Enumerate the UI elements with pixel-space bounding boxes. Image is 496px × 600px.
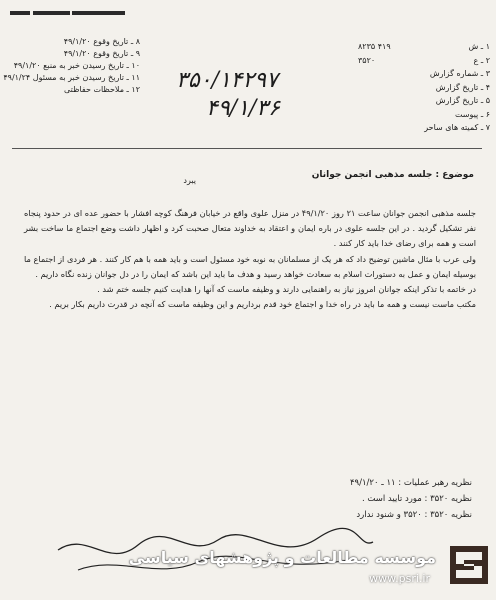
body-paragraph: جلسه مذهبی انجمن جوانان ساعت ۲۱ روز ۴۹/۱/۲۰ در منزل علوی واقع در خیابان فرهنگ کوچه افشار با حضور عده ای در حدود پنجاه نفر تشکیل گردید . در این جلسه علوی در باره ایمان و اعتقاد به خداوند متعال صحبت کرد و اظهار داشت وضع اجتماع ما ساخت بشر است و همه برای رضای خدا باید کار کنند . [24,208,476,249]
field-row: ۶ ـ پیوست [454,109,490,119]
small-note: یبرد [183,176,196,185]
institute-logo-icon [450,546,488,584]
field-row: ۹ ـ تاریخ وقوع ۴۹/۱/۲۰ [63,49,140,58]
field-row: ۳ ـ شماره گزارش [429,69,490,78]
handwritten-date: ۴۹/۱/۳۶ [206,96,280,121]
header-fields-left [3,36,140,96]
body-paragraph: مکتب ماست نیست و همه ما باید در راه خدا و اجتماع خود قدم برداریم و این وظیفه ماست که آنچه در قدرت داریم بکار بریم . [49,299,476,310]
footer-line: نظریه ۳۵۲۰ : مورد تایید است . [361,494,472,504]
field-row: ۷ ـ کمیته های ساحر [424,123,490,132]
header-stamp-mark [10,10,125,16]
subject-line: موضوع : جلسه مذهبی انجمن جوانان [311,170,474,180]
report-body [24,206,476,312]
header-divider [12,148,482,149]
field-row: ۵ ـ تاریخ گزارش [435,96,490,105]
field-row: ۸ ـ تاریخ وقوع ۴۹/۱/۲۰ [63,37,140,46]
footer-line: نظریه رهبر عملیات : ۱۱ ـ ۴۹/۱/۲۰ [349,478,472,488]
watermark-org-name: موسسه مطالعات و پژوهشهای سیاسی [128,548,436,567]
field-row: ۱۲ ـ ملاحظات حفاظتی [64,85,140,94]
field-row: ۱۱ ـ تاریخ رسیدن خبر به مسئول ۴۹/۱/۲۴ [3,73,140,82]
header-fields-right [358,40,490,135]
field-row: ۴ ـ تاریخ گزارش [435,82,490,92]
field-row: ۲ ـ ع ۳۵۲۰ [358,55,490,65]
watermark-url: www.psri.ir [369,572,430,585]
body-paragraph: ولی عرب با مثال ماشین توضیح داد که هر یک از مسلمانان به نوبه خود مسئول است و باید همه با هم کار کنند . هر فردی از اجتماع ما بوسیله ایمان و عمل به دستورات اسلام به سعادت خواهد رسید و هدف ما باید این باشد که ایمان را در دل جوانان زنده نگاه داریم . [24,253,476,279]
field-row: ۱۰ ـ تاریخ رسیدن خبر به منبع ۴۹/۱/۲۰ [13,61,140,70]
footer-line: نظریه ۳۵۲۰ : ۳۵۲۰ و شنود ندارد [356,510,472,520]
handwritten-number: ۳۵۰/۱۴۲۹۷ [176,68,278,93]
field-row: ۱ ـ ش ۴۱۹ ۸۲۳۵ [358,42,490,51]
body-paragraph: در خاتمه با تذکر اینکه جوانان امروز نیاز به راهنمایی دارند و وظیفه ماست که آنها را هدایت کنیم جلسه ختم شد . [97,284,476,295]
